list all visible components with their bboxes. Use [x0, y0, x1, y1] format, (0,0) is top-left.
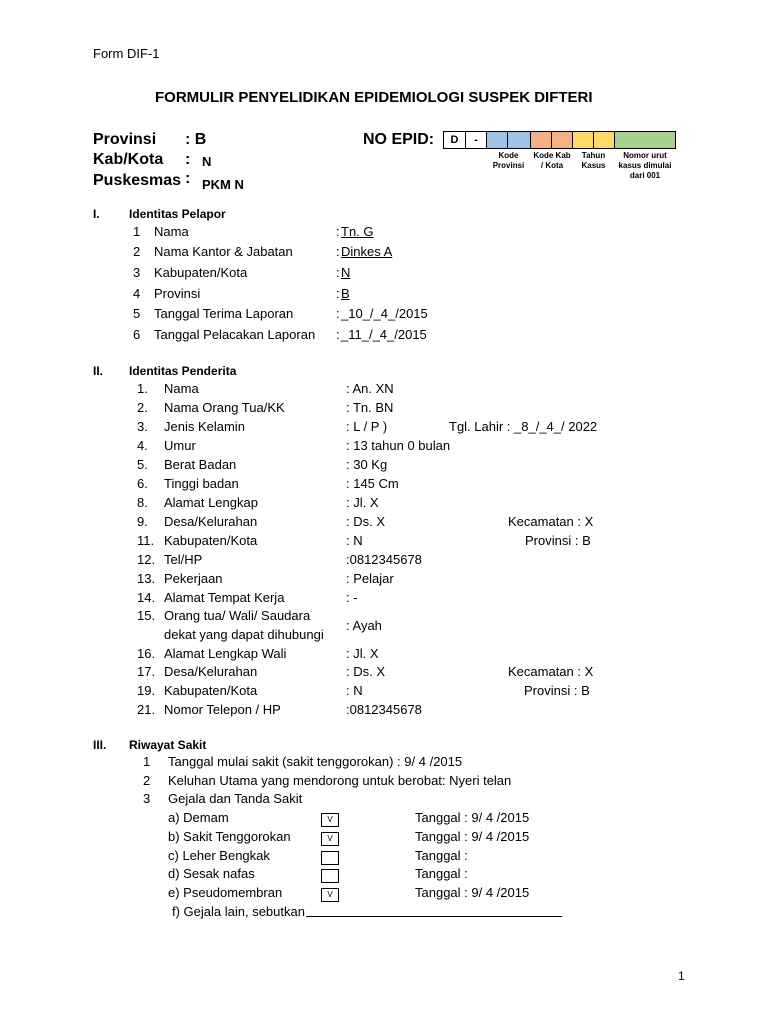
s1-row4-num: 4	[133, 286, 141, 301]
kabkota-value: N	[202, 154, 212, 169]
s1-row4-label: Provinsi	[154, 286, 201, 301]
symptom-label: e) Pseudomembran	[168, 885, 283, 900]
page-number: 1	[678, 969, 685, 983]
s1-row2-label: Nama Kantor & Jabatan	[154, 244, 293, 259]
s2-row-value[interactable]: : Pelajar	[346, 571, 394, 586]
s1-row2-colon: :	[336, 244, 340, 259]
s2-row-num: 2.	[137, 400, 148, 415]
s3-other-line[interactable]	[306, 916, 562, 917]
epid-label: NO EPID:	[363, 131, 435, 148]
s1-row6-value[interactable]: _11_/_4_/2015	[341, 327, 427, 342]
s2-row-label: Jenis Kelamin	[164, 419, 245, 434]
s2-row-value[interactable]: :0812345678	[346, 552, 422, 567]
s2-row-num: 4.	[137, 438, 148, 453]
s1-row1-value[interactable]: Tn. G	[341, 224, 374, 239]
s1-row6-num: 6	[133, 327, 141, 342]
s2-row-value[interactable]: :0812345678	[346, 702, 422, 717]
s2-row-num: 17.	[137, 664, 156, 679]
epid-dash-cell: -	[465, 131, 487, 149]
legend-tahun-kasus: Tahun Kasus	[581, 151, 606, 170]
s3-other-label: f) Gejala lain, sebutkan	[172, 904, 305, 919]
s2-row-label: Kabupaten/Kota	[164, 533, 258, 548]
s2-row-label: Pekerjaan	[164, 571, 223, 586]
s2-row-label: Berat Badan	[164, 457, 237, 472]
s2-row-extra[interactable]: Kecamatan : X	[508, 514, 594, 529]
s2-row-value[interactable]: : 145 Cm	[346, 476, 399, 491]
legend-kode-provinsi: Kode Provinsi	[492, 151, 525, 170]
s2-row-label: Umur	[164, 438, 196, 453]
s2-row-label: Alamat Lengkap	[164, 495, 258, 510]
section3-title: Riwayat Sakit	[129, 738, 207, 752]
section1-num: I.	[93, 207, 100, 221]
symptom-date[interactable]: Tanggal :	[415, 866, 468, 881]
s2-row-value[interactable]: : N	[346, 683, 363, 698]
s1-row1-colon: :	[336, 224, 340, 239]
s1-row5-label: Tanggal Terima Laporan	[154, 306, 294, 321]
s2-row-label: Tel/HP	[164, 552, 203, 567]
section1-title: Identitas Pelapor	[129, 207, 226, 221]
puskesmas-colon: :	[185, 170, 191, 187]
s3-item1[interactable]: Tanggal mulai sakit (sakit tenggorokan) : 9/ 4 /2015	[168, 754, 463, 769]
epid-nomor-cell[interactable]	[614, 131, 676, 149]
s1-row6-label: Tanggal Pelacakan Laporan	[154, 327, 316, 342]
s1-row2-value[interactable]: Dinkes A	[341, 244, 393, 259]
kabkota-label: Kab/Kota	[93, 151, 164, 168]
legend-nomor-urut: Nomor urut kasus dimulai dari 001	[618, 151, 672, 180]
s2-row-value[interactable]: : L / P )	[346, 419, 388, 434]
s1-row3-num: 3	[133, 265, 141, 280]
s3-item2-num: 2	[143, 773, 151, 788]
s1-row3-label: Kabupaten/Kota	[154, 265, 248, 280]
s2-row-num: 5.	[137, 457, 148, 472]
symptom-checkbox[interactable]: V	[321, 813, 339, 827]
s1-row5-value[interactable]: _10_/_4_/2015	[341, 306, 428, 321]
s2-row-num: 9.	[137, 514, 148, 529]
symptom-checkbox[interactable]	[321, 869, 339, 883]
s2-row-extra[interactable]: Tgl. Lahir : _8_/_4_/ 2022	[449, 419, 598, 434]
s3-item1-num: 1	[143, 754, 151, 769]
s2-row-label: Nomor Telepon / HP	[164, 702, 281, 717]
s1-row1-num: 1	[133, 224, 141, 239]
s1-row3-colon: :	[336, 265, 340, 280]
s1-row3-value[interactable]: N	[341, 265, 351, 280]
epid-kab-cell-2[interactable]	[551, 131, 573, 149]
kabkota-colon: :	[185, 151, 191, 168]
epid-provinsi-cell-2[interactable]	[507, 131, 531, 149]
s2-row-extra[interactable]: Provinsi : B	[524, 683, 590, 698]
s2-row-label: Alamat Tempat Kerja	[164, 590, 285, 605]
symptom-date[interactable]: Tanggal : 9/ 4 /2015	[415, 885, 530, 900]
s1-row5-num: 5	[133, 306, 141, 321]
s2-row-value[interactable]: : Ds. X	[346, 514, 386, 529]
s2-row-num: 1.	[137, 381, 148, 396]
s2-row-num: 6.	[137, 476, 148, 491]
s2-row15-value[interactable]: : Ayah	[346, 618, 382, 633]
s2-row-num: 11.	[137, 533, 155, 548]
s2-row-num: 8.	[137, 495, 148, 510]
s2-row-value[interactable]: : An. XN	[346, 381, 394, 396]
epid-tahun-cell-2[interactable]	[593, 131, 615, 149]
epid-d-cell: D	[443, 131, 466, 149]
section2-num: II.	[93, 364, 104, 378]
s2-row-label: Nama	[164, 381, 199, 396]
symptom-date[interactable]: Tanggal :	[415, 848, 468, 863]
s2-row-label: Tinggi badan	[164, 476, 239, 491]
puskesmas-label: Puskesmas	[93, 172, 182, 189]
symptom-date[interactable]: Tanggal : 9/ 4 /2015	[415, 829, 530, 844]
s2-row15-label1: Orang tua/ Wali/ Saudara	[164, 608, 311, 623]
symptom-label: d) Sesak nafas	[168, 866, 255, 881]
s1-row5-colon: :	[336, 306, 340, 321]
s2-row-value[interactable]: : Tn. BN	[346, 400, 394, 415]
s2-row-value[interactable]: : Jl. X	[346, 495, 379, 510]
s2-row-label: Desa/Kelurahan	[164, 514, 258, 529]
s2-row-value[interactable]: : 30 Kg	[346, 457, 388, 472]
s2-row-label: Alamat Lengkap Wali	[164, 646, 287, 661]
s3-item2[interactable]: Keluhan Utama yang mendorong untuk berobat: Nyeri telan	[168, 773, 512, 788]
provinsi-value: : B	[185, 131, 207, 148]
section2-title: Identitas Penderita	[129, 364, 237, 378]
symptom-date[interactable]: Tanggal : 9/ 4 /2015	[415, 810, 530, 825]
s2-row-value[interactable]: : N	[346, 533, 363, 548]
s2-row-value[interactable]: : -	[346, 590, 358, 605]
symptom-checkbox[interactable]: V	[321, 832, 339, 846]
legend-kode-kab: Kode Kab / Kota	[533, 151, 571, 170]
s3-item3-num: 3	[143, 791, 151, 806]
s2-row-label: Nama Orang Tua/KK	[164, 400, 285, 415]
s2-row-num: 19.	[137, 683, 156, 698]
epid-provinsi-cell-1[interactable]	[486, 131, 508, 149]
s2-row-extra[interactable]: Provinsi : B	[525, 533, 591, 548]
s1-row4-colon: :	[336, 286, 340, 301]
s2-row-num: 16.	[137, 646, 156, 661]
s2-row15-num: 15.	[137, 608, 156, 623]
s2-row-num: 14.	[137, 590, 156, 605]
page-title: FORMULIR PENYELIDIKAN EPIDEMIOLOGI SUSPEK DIFTERI	[155, 89, 593, 106]
s2-row-num: 13.	[137, 571, 156, 586]
s1-row4-value[interactable]: B	[341, 286, 350, 301]
s2-row-label: Kabupaten/Kota	[164, 683, 258, 698]
s1-row2-num: 2	[133, 244, 141, 259]
s2-row-value[interactable]: : Ds. X	[346, 664, 386, 679]
symptom-label: b) Sakit Tenggorokan	[168, 829, 291, 844]
symptom-checkbox[interactable]: V	[321, 888, 339, 902]
s2-row-num: 12.	[137, 552, 156, 567]
s2-row15-label2: dekat yang dapat dihubungi	[164, 627, 324, 642]
form-code: Form DIF-1	[93, 46, 160, 61]
symptom-label: a) Demam	[168, 810, 229, 825]
epid-tahun-cell-1[interactable]	[572, 131, 594, 149]
s2-row-num: 21.	[137, 702, 156, 717]
s3-item3: Gejala dan Tanda Sakit	[168, 791, 303, 806]
s2-row-value[interactable]: : 13 tahun 0 bulan	[346, 438, 451, 453]
symptom-label: c) Leher Bengkak	[168, 848, 270, 863]
puskesmas-value: PKM N	[202, 177, 244, 192]
s2-row-label: Desa/Kelurahan	[164, 664, 258, 679]
s2-row-value[interactable]: : Jl. X	[346, 646, 379, 661]
section3-num: III.	[93, 738, 107, 752]
s1-row6-colon: :	[336, 327, 340, 342]
provinsi-label: Provinsi	[93, 131, 157, 148]
epid-kab-cell-1[interactable]	[530, 131, 552, 149]
s2-row-num: 3.	[137, 419, 148, 434]
s1-row1-label: Nama	[154, 224, 189, 239]
s2-row-extra[interactable]: Kecamatan : X	[508, 664, 594, 679]
symptom-checkbox[interactable]	[321, 851, 339, 865]
